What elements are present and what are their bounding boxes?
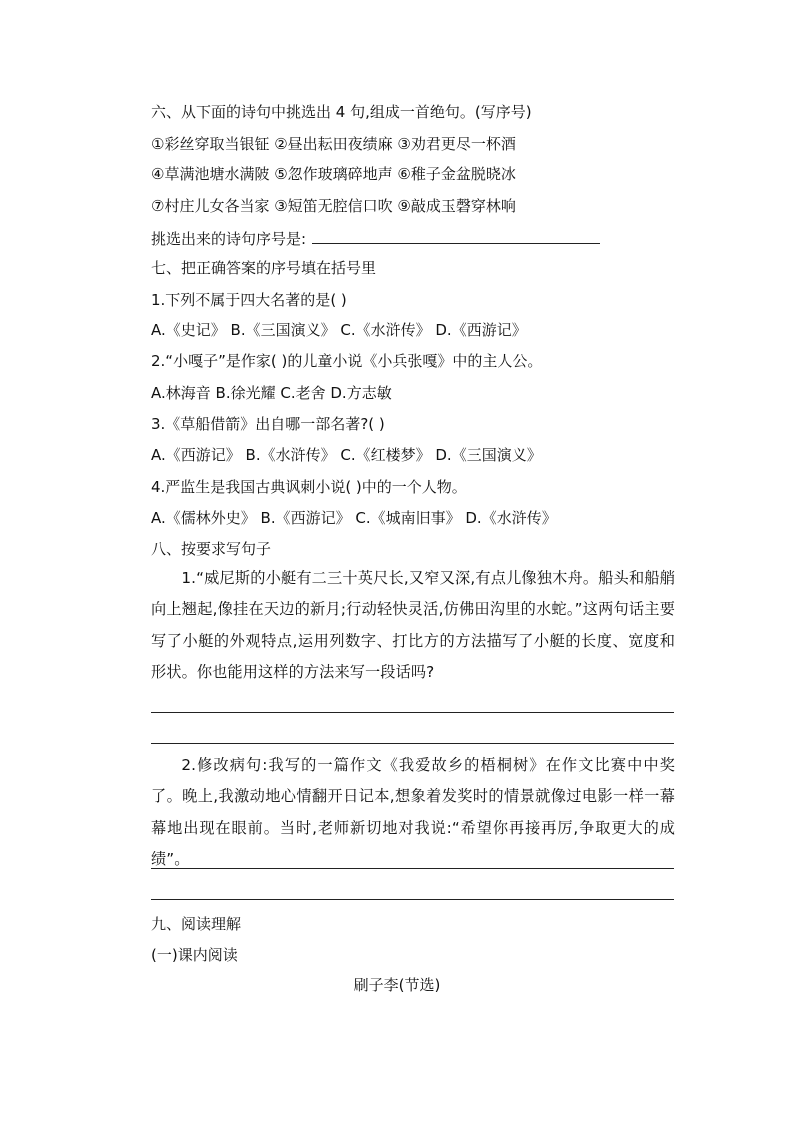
answer-rule[interactable] (151, 743, 674, 744)
answer-label: 挑选出来的诗句序号是: (151, 230, 307, 248)
question-1: 1.下列不属于四大名著的是( ) (151, 291, 347, 309)
section9-heading: 九、阅读理解 (151, 915, 242, 933)
answer-rule[interactable] (151, 899, 674, 900)
writing-item-1 (151, 563, 675, 688)
section8-heading: 八、按要求写句子 (151, 540, 272, 558)
question-1-options: A.《史记》 B.《三国演义》 C.《水浒传》 D.《西游记》 (151, 321, 527, 339)
answer-blank[interactable] (312, 227, 600, 244)
passage-title: 刷子李(节选) (353, 976, 441, 994)
question-4-options: A.《儒林外史》 B.《西游记》 C.《城南旧事》 D.《水浒传》 (151, 509, 557, 527)
question-3-options: A.《西游记》 B.《水浒传》 C.《红楼梦》 D.《三国演义》 (151, 446, 542, 464)
question-2-options: A.林海音 B.徐光耀 C.老舍 D.方志敏 (151, 384, 392, 402)
question-2: 2.“小嘎子”是作家( )的儿童小说《小兵张嘎》中的主人公。 (151, 352, 543, 370)
answer-line (151, 227, 600, 249)
section7-heading: 七、把正确答案的序号填在括号里 (151, 259, 377, 277)
question-4: 4.严监生是我国古典讽刺小说( )中的一个人物。 (151, 478, 467, 496)
writing-item-1-text: 1.“威尼斯的小艇有二三十英尺长,又窄又深,有点儿像独木舟。船头和船艄向上翘起,像挂在天边的新月;行动轻快灵活,仿佛田沟里的水蛇。”这两句话主要写了小艇的外观特点,运用列数字、打比方的方法描写了小艇的长度、宽度和形状。你也能用这样的方法来写一段话吗? (151, 569, 675, 681)
poem-row-2: ④草满池塘水满陂 ⑤忽作玻璃碎地声 ⑥稚子金盆脱晓冰 (151, 165, 516, 183)
section6-heading: 六、从下面的诗句中挑选出 4 句,组成一首绝句。(写序号) (151, 103, 532, 121)
poem-row-3: ⑦村庄儿女各当家 ③短笛无腔信口吹 ⑨敲成玉磬穿林响 (151, 197, 516, 215)
writing-item-2-text: 2.修改病句:我写的一篇作文《我爱故乡的梧桐树》在作文比赛中中奖了。晚上,我激动地心情翻开日记本,想象着发奖时的情景就像过电影一样一幕幕地出现在眼前。当时,老师新切地对我说:“希望你再接再厉,争取更大的成绩”。 (151, 756, 675, 868)
poem-row-1: ①彩丝穿取当银钲 ②昼出耘田夜绩麻 ③劝君更尽一杯酒 (151, 135, 516, 153)
question-3: 3.《草船借箭》出自哪一部名著?( ) (151, 415, 385, 433)
section9-subheading: (一)课内阅读 (151, 946, 238, 964)
answer-rule[interactable] (151, 712, 674, 713)
answer-rule[interactable] (151, 868, 674, 869)
writing-item-2 (151, 750, 675, 875)
